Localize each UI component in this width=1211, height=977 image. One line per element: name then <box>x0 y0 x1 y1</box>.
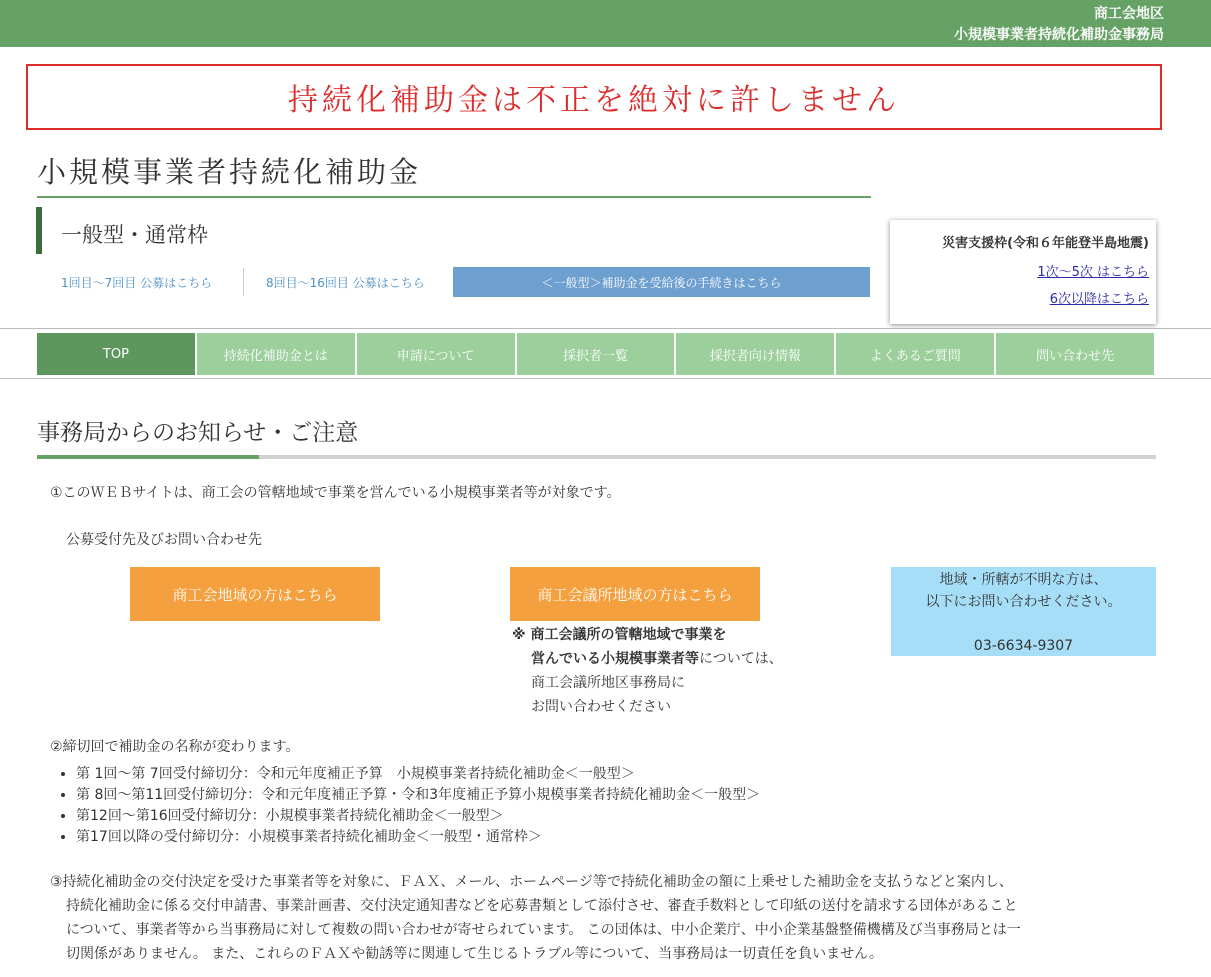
rounds-8-16-link[interactable]: 8回目〜16回目 公募はこちら <box>266 276 425 290</box>
site-title: 小規模事業者持続化補助金 <box>37 155 422 189</box>
nav-bottom-divider <box>0 378 1211 379</box>
item3-line-2: 持続化補助金に係る交付申請書、事業計画書、交付決定通知書などを応募書類として添付させ、審査手数料として印紙の送付を請求する団体があること <box>66 898 1018 914</box>
list-item: • 第 1回〜第 7回受付締切分：令和元年度補正予算 小規模事業者持続化補助金＜一般型＞ <box>76 764 760 785</box>
nav-item-about[interactable]: 持続化補助金とは <box>197 333 357 375</box>
subheading-accent-bar <box>36 207 42 254</box>
kaigisho-button[interactable]: 商工会議所地域の方はこちら <box>510 567 760 621</box>
unknown-region-box <box>891 567 1156 656</box>
nav-item-application[interactable]: 申請について <box>357 333 517 375</box>
procedure-button[interactable]: ＜一般型＞補助金を受給後の手続きはこちら <box>453 267 870 297</box>
notice-rule <box>259 455 1156 459</box>
list-item: • 第 8回〜第11回受付締切分：令和元年度補正予算・令和3年度補正予算小規模事業者持続化補助金＜一般型＞ <box>76 785 760 806</box>
phone-number: 03-6634-9307 <box>973 638 1074 654</box>
header-line-1: 商工会地区 <box>1094 6 1164 22</box>
rounds-1-7-link[interactable]: 1回目〜7回目 公募はこちら <box>61 276 213 290</box>
disaster-link-6-plus[interactable]: 6次以降はこちら <box>1049 292 1149 307</box>
notice-title: 事務局からのお知らせ・ご注意 <box>37 420 359 446</box>
notice-item-3 <box>50 870 1156 966</box>
note-bold-1: ※ 商工会議所の管轄地域で事業を <box>512 627 727 643</box>
nav-item-faq[interactable]: よくあるご質問 <box>836 333 996 375</box>
notice-item-2: ②締切回で補助金の名称が変わります。 <box>50 739 300 755</box>
main-nav <box>37 333 1154 375</box>
list-item: • 第12回〜第16回受付締切分：小規模事業者持続化補助金＜一般型＞ <box>76 806 760 827</box>
subheading: 一般型・通常枠 <box>61 223 208 247</box>
header-text <box>954 4 1164 46</box>
kaigisho-note <box>512 623 783 719</box>
unknown-line-2: 以下にお問い合わせください。 <box>925 594 1122 610</box>
notice-rule-accent <box>37 455 259 459</box>
header-bar <box>0 0 1211 47</box>
item3-line-3: について、事業者等から当事務局に対して複数の問い合わせが寄せられています。 この団体は、中小企業庁、中小企業基盤整備機構及び当事務局とは一 <box>66 922 1021 938</box>
nav-top-divider <box>0 328 1211 329</box>
link-separator <box>243 268 244 296</box>
header-line-2: 小規模事業者持続化補助金事務局 <box>954 27 1164 43</box>
nav-item-top[interactable]: TOP <box>37 333 197 375</box>
list-item: • 第17回以降の受付締切分：小規模事業者持続化補助金＜一般型・通常枠＞ <box>76 827 760 848</box>
disaster-support-box <box>890 220 1156 324</box>
note-bold-2: 営んでいる小規模事業者等 <box>531 651 699 667</box>
title-divider <box>37 196 871 198</box>
nav-item-adopted-info[interactable]: 採択者向け情報 <box>676 333 836 375</box>
contact-label: 公募受付先及びお問い合わせ先 <box>66 532 262 548</box>
nav-item-adopted-list[interactable]: 採択者一覧 <box>517 333 677 375</box>
note-line-4: お問い合わせください <box>531 699 671 715</box>
note-line-3: 商工会議所地区事務局に <box>531 675 685 691</box>
item3-line-4: 切関係がありません。 また、これらのＦＡＸや勧誘等に関連して生じるトラブル等について、当事務局は一切責任を負いません。 <box>66 946 884 962</box>
nav-item-contact[interactable]: 問い合わせ先 <box>996 333 1154 375</box>
item3-line-1: ③持続化補助金の交付決定を受けた事業者等を対象に、ＦＡＸ、メール、ホームページ等で持続化補助金の額に上乗せした補助金を支払うなどと案内し、 <box>50 874 1013 890</box>
name-change-list <box>57 764 760 848</box>
notice-item-1: ①このＷＥＢサイトは、商工会の管轄地域で事業を営んでいる小規模事業者等が対象です。 <box>50 485 621 501</box>
disaster-link-1-5[interactable]: 1次〜5次 はこちら <box>1037 265 1149 280</box>
warning-banner: 持続化補助金は不正を絶対に許しません <box>26 64 1162 130</box>
shokokai-button[interactable]: 商工会地域の方はこちら <box>130 567 380 621</box>
unknown-line-1: 地域・所轄が不明な方は、 <box>939 572 1108 588</box>
note-rest-2: については、 <box>699 651 783 667</box>
disaster-title: 災害支援枠(令和６年能登半島地震) <box>942 236 1149 251</box>
